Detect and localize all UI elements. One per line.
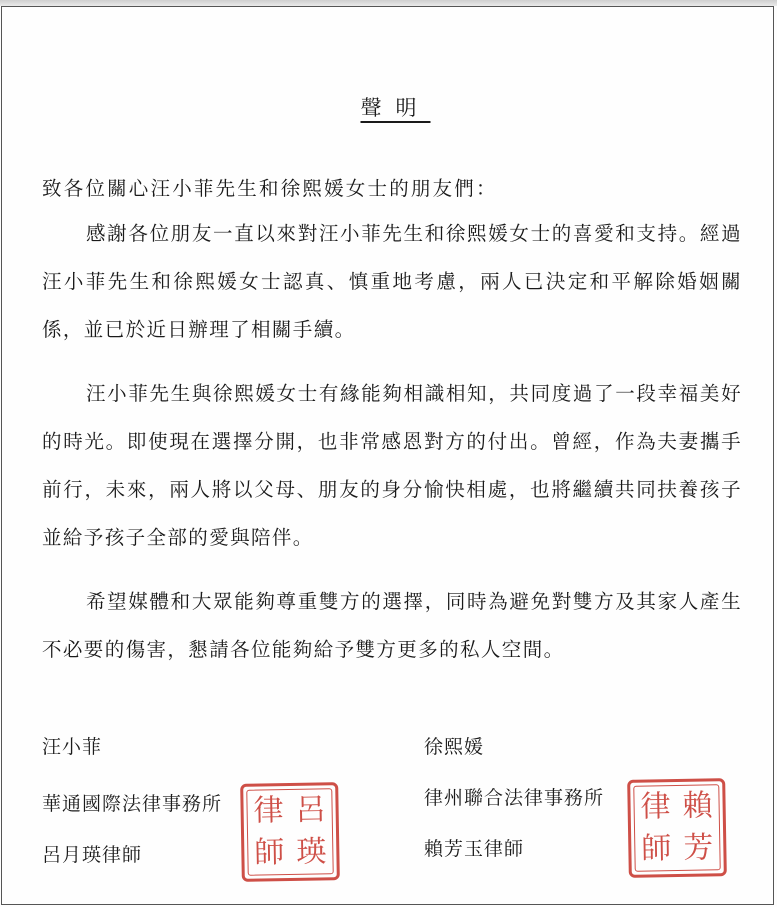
seal-char: 芳 <box>683 830 714 866</box>
paragraph-2: 汪小菲先生與徐熙媛女士有緣能夠相識相知，共同度過了一段幸福美好的時光。即使現在選擇分開，也非常感恩對方的付出。曾經，作為夫妻攜手前行，未來，兩人將以父母、朋友的身分愉快相處，也將繼續共同扶養孩子並給予孩子全部的愛與陪伴。 <box>42 382 742 549</box>
left-lawyer-seal <box>240 782 340 882</box>
left-signatory-name: 汪小菲 <box>42 736 103 758</box>
paragraph-3: 希望媒體和大眾能夠尊重雙方的選擇，同時為避免對雙方及其家人產生不必要的傷害，懇請各位能夠給予雙方更多的私人空間。 <box>42 590 742 661</box>
seal-char: 師 <box>254 835 285 871</box>
document-title: 聲明 <box>360 96 431 120</box>
right-signatory-name: 徐熙媛 <box>424 736 485 758</box>
greeting-line: 致各位關心汪小菲先生和徐熙媛女士的朋友們： <box>42 177 498 200</box>
left-signatory-firm: 華通國際法律事務所 <box>42 793 223 815</box>
paragraph-1: 感謝各位朋友一直以來對汪小菲先生和徐熙媛女士的喜愛和支持。經過汪小菲先生和徐熙媛女士認真、慎重地考慮，兩人已決定和平解除婚姻關係，並已於近日辦理了相關手續。 <box>42 222 742 341</box>
seal-char: 賴 <box>682 788 713 824</box>
right-signatory-firm: 律州聯合法律事務所 <box>424 787 605 809</box>
right-lawyer-seal <box>627 778 727 878</box>
seal-char: 瑛 <box>296 834 327 870</box>
seal-char: 律 <box>640 789 671 825</box>
seal-char: 呂 <box>295 792 326 828</box>
right-signatory-lawyer: 賴芳玉律師 <box>424 838 525 860</box>
seal-char: 師 <box>641 831 672 867</box>
left-signatory-lawyer: 呂月瑛律師 <box>42 844 143 866</box>
seal-char: 律 <box>253 793 284 829</box>
